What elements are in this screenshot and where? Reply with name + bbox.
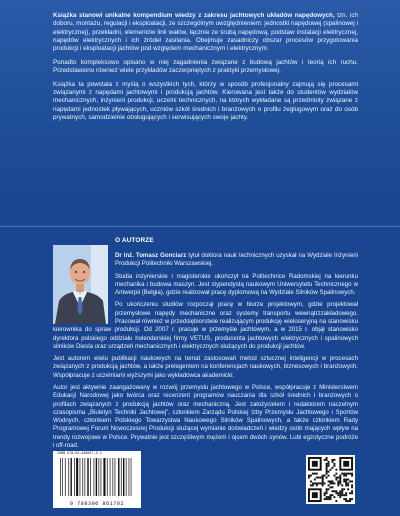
qr-code-icon bbox=[306, 455, 355, 504]
bio-paragraph-4: Jest autorem wielu publikacji naukowych na temat zastosowań metod sztucznej inteligencji w procesach związanych z produkcją jachtów, a także prelegentem na konferencjach naukowych, biznesowych i branżowych. Współpracuje z uczelniami wyższymi jako wykładowca akademicki. bbox=[53, 355, 358, 379]
bio-paragraph-2: Studia inżynierskie i magisterskie ukończył na Politechnice Radomskiej na kierunku mechanika i budowa maszyn. Jest stypendystą naukowym Uniwersytetu Technicznego w Antwerpii (Belgia), gdzie realizował pracę dyplomową na Wydziale Silników Spalinowych. bbox=[115, 272, 358, 297]
bio-paragraph-3: Po ukończeniu studiów rozpoczął pracę w biurze projektowym, gdzie projektował przemysłowe napędy mechaniczne oraz systemy transportu wewnątrzzakładowego. Pracował również w przedsiębiorstwie realizującym produkcję wieloseryjną na stanowisku kierownika do spraw produkcji. Od 2007 r. pracuje w przemyśle jachtowym, a w 2015 r. objął stanowisko dyrektora polskiego oddziału holenderskiej firmy VETUS, producenta jachtowych elektrycznych i spalinowych silników Diesla oraz urządzeń mechanicznych i elektrycznych służących do produkcji jachtów. bbox=[53, 301, 358, 350]
barcode-bars bbox=[59, 458, 135, 496]
bio-paragraph-1: Dr inż. Tomasz Gonciarz tytuł doktora nauk technicznych uzyskał na Wydziale Inżynierii Produkcji Politechniki Warszawskiej. bbox=[115, 252, 358, 268]
barcode-digits: 9 788396 861702 bbox=[69, 501, 125, 507]
author-bio bbox=[53, 248, 358, 468]
bio-paragraph-5: Autor jest aktywnie zaangażowany w rozwój przemysłu jachtowego w Polsce, współpracuje z Ministerstwem Edukacji Narodowej jako twórca oraz recenzent programów nauczania dla szkół średnich i branżowych o profilach związanych z produkcją jachtów oraz mechaniczną. Jest założycielem i redaktorem naczelnym czasopisma „Biuletyn Techniki Jachtowej”, członkiem Zarządu Polskiej Izby Przemysłu Jachtowego i Sportów Wodnych, członkiem Polskiego Towarzystwa Naukowego Silników Spalinowych, a także członkiem Rady Programowej Forum Nowoczesnej Produkcji służącej wymianie doświadczeń i wiedzy osób mających wpływ na trendy rozwojowe w Polsce. Prywatnie jest szczęśliwym mężem i ojcem dwóch synów. Lubi egzotyczne podróże i off-road. bbox=[53, 383, 358, 449]
about-author-heading: O AUTORZE bbox=[115, 237, 154, 244]
qr-code-pattern bbox=[306, 455, 355, 504]
description-paragraph-1: Książka stanowi unikalne kompendium wiedzy z zakresu jachtowych układów napędowych, tzn. ich doboru, montażu, regulacji i eksploatacji, ze szczególnym uwzględnieniem: jednostki napędowej (spalinowej i elektrycznej), przekładni, elementów linii wałów, łącznie ze śrubą napędową, podstaw instalacji elektrycznej, napędów elektrycznych i ich źródeł zasilania. Obejmuje zasadniczy obszar procesów przygotowania produkcji i eksploatacji jachtów pod względem mechanicznym i elektrycznym. bbox=[53, 12, 358, 53]
author-name: Dr inż. Tomasz Gonciarz bbox=[115, 252, 187, 259]
isbn-barcode-icon bbox=[53, 451, 141, 508]
description-paragraph-2: Ponadto kompleksowo opisano w niej zagadnienia związane z budową jachtów i teorią ich ruchu. Przedstawiono również wiele przykładów zaczerpniętych z praktyki przemysłowej. bbox=[53, 58, 358, 75]
description-panel bbox=[0, 0, 400, 225]
description-lead: Książka stanowi unikalne kompendium wiedzy z zakresu jachtowych układów napędowych, bbox=[53, 12, 335, 19]
description-text bbox=[53, 12, 358, 127]
isbn-number: ISBN 978-83-968617-0-2 bbox=[57, 452, 102, 456]
description-paragraph-3: Książka ta powstała z myślą o wszystkich tych, którzy w sposób profesjonalny zajmują się procesami związanymi z napędami jachtowymi i produkcją jachtów. Kierowana jest także do studentów wydziałów mechanicznych, inżynierii produkcji, uczelni technicznych, na których wykładane są przedmioty związane z napędami jednostek pływających, uczniów szkół średnich i branżowych o profilu żeglugowym oraz do osób prywatnych, samodzielnie obsługujących i serwisujących swoje jachty. bbox=[53, 80, 358, 121]
